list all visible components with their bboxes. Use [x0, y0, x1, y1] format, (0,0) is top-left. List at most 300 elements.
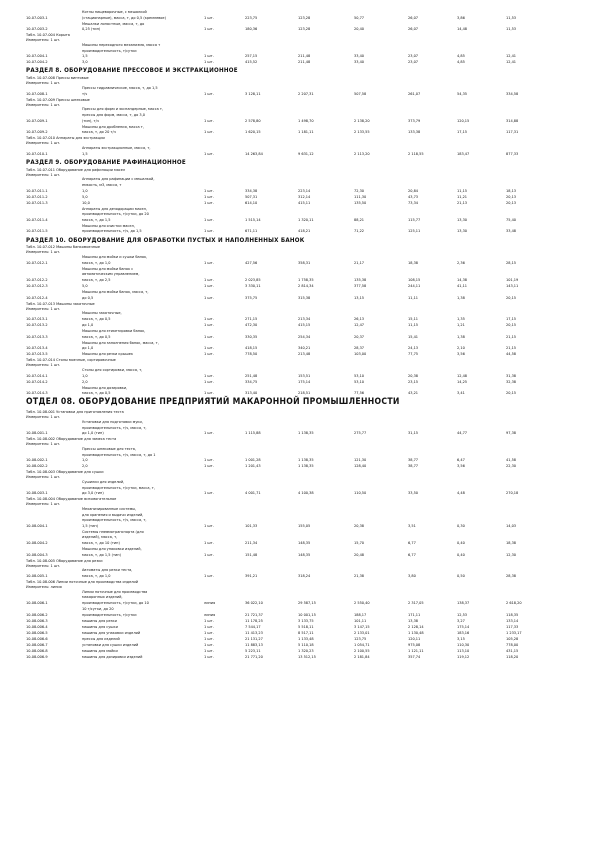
- row-code: 10-07-014-3: [26, 390, 48, 396]
- row-value-3: 110,50: [354, 490, 367, 496]
- row-unit: 1 шт.: [204, 199, 214, 205]
- row-unit: 1 шт.: [204, 90, 214, 96]
- row-description: производительность, т/сутки, до 10: [82, 600, 149, 605]
- row-value-6: 20,13: [506, 193, 517, 199]
- row-value-5: 0,40: [457, 540, 465, 545]
- row-description: Машины для упаковки изделий,: [82, 546, 142, 551]
- row-code: 10-08-006-7: [26, 641, 48, 647]
- table-caption-text: Измеритель: 1 шт.: [26, 501, 61, 507]
- row-value-3: 3 147,15: [354, 623, 370, 629]
- row-value-4: 108,15: [408, 277, 421, 282]
- row-value-3: 2 133,55: [354, 129, 370, 135]
- row-unit: линия: [204, 611, 216, 617]
- row-code: 10-07-012-1: [26, 259, 48, 265]
- row-value-4: 23,07: [408, 53, 419, 59]
- row-value-1: 391,21: [245, 573, 258, 578]
- row-value-4: 11,11: [408, 294, 419, 300]
- row-value-2: 1 138,35: [298, 430, 314, 436]
- row-value-6: 11,53: [506, 26, 517, 32]
- row-value-4: 2 128,14: [408, 623, 424, 629]
- row-description: Машины закаточные,: [82, 310, 122, 316]
- row-value-1: 211,34: [245, 540, 258, 545]
- row-value-2: 123,28: [298, 14, 311, 20]
- row-code: 10-07-009-1: [26, 117, 48, 123]
- row-unit: 1 шт.: [204, 187, 214, 193]
- row-code: 10-07-012-3: [26, 283, 48, 288]
- row-value-6: 117,33: [506, 623, 519, 629]
- row-unit: 1 шт.: [204, 26, 214, 32]
- row-value-4: 24,13: [408, 345, 419, 351]
- row-value-1: 418,15: [245, 345, 258, 351]
- row-value-5: 3,86: [457, 14, 465, 20]
- table-caption-text: Табл. 10-08-004 Оборудование вспомогательное: [26, 496, 117, 502]
- row-unit: 1 шт.: [204, 345, 214, 351]
- row-value-2: 155,05: [298, 522, 311, 528]
- row-value-3: 20,37: [354, 333, 365, 339]
- row-value-3: 15,70: [354, 540, 365, 545]
- row-value-5: 13,30: [457, 216, 468, 222]
- row-value-2: 123,28: [298, 26, 311, 32]
- row-value-5: 2,10: [457, 345, 465, 351]
- row-value-2: 1 320,23: [298, 647, 314, 653]
- row-value-3: 50,77: [354, 14, 365, 20]
- row-code: 10-07-012-4: [26, 294, 48, 300]
- row-value-2: 1 498,70: [298, 117, 314, 123]
- row-description: Машины для заполнения банок, масса, т,: [82, 339, 159, 345]
- row-value-1: 1 201,43: [245, 463, 261, 469]
- row-description: т/ч: [82, 90, 88, 96]
- row-unit: 1 шт.: [204, 14, 214, 20]
- row-value-2: 312,14: [298, 193, 311, 199]
- row-description: до 1,0 (тип): [82, 430, 104, 436]
- row-description: прессы для форм, масса, т, до 3,0: [82, 112, 145, 117]
- row-code: 10-08-004-1: [26, 522, 48, 528]
- row-value-6: 20,15: [506, 390, 517, 396]
- row-value-4: 6,77: [408, 551, 416, 557]
- row-value-1: 36 022,10: [245, 600, 263, 605]
- section-heading-text: РАЗДЕЛ 9. ОБОРУДОВАНИЕ РАФИНАЦИОННОЕ: [26, 158, 186, 166]
- row-value-4: 13,38: [408, 617, 419, 623]
- row-value-1: 334,75: [245, 378, 258, 384]
- row-value-5: 13,30: [457, 228, 468, 234]
- section-heading-text: РАЗДЕЛ 10. ОБОРУДОВАНИЕ ДЛЯ ОБРАБОТКИ ПУСТЫХ И НАПОЛНЕННЫХ БАНОК: [26, 236, 305, 244]
- row-code: 10-07-013-1: [26, 316, 48, 321]
- row-value-1: 671,11: [245, 228, 258, 234]
- row-description: Машины для дробления, масса т,: [82, 123, 144, 129]
- row-description: производительность, т/сутки: [82, 47, 137, 53]
- row-code: 10-08-006-6: [26, 635, 48, 641]
- table-caption-text: Измеритель: 1 шт.: [26, 362, 61, 368]
- row-description: производительность, т/сутки, масса, т,: [82, 484, 155, 490]
- row-description: Прессы для форм и экспандерные, масса т,: [82, 106, 164, 112]
- row-value-4: 18,38: [408, 259, 419, 265]
- row-code: 10-08-004-3: [26, 551, 48, 557]
- row-value-2: 223,14: [298, 187, 311, 193]
- row-value-4: 3,51: [408, 522, 416, 528]
- row-value-1: 5 223,11: [245, 647, 261, 653]
- row-value-2: 254,34: [298, 333, 311, 339]
- row-value-3: 2 550,40: [354, 600, 370, 605]
- row-code: 10-08-005-1: [26, 573, 48, 578]
- row-unit: 1 шт.: [204, 573, 214, 578]
- row-description: масса, т, до 20 т/ч: [82, 129, 116, 135]
- row-value-5: 6,47: [457, 457, 465, 463]
- row-description: (стационарные), масса, т, до 0,5 (кремлевое): [82, 14, 166, 20]
- row-unit: 1 шт.: [204, 457, 214, 463]
- row-description: Автоматы для резки теста,: [82, 567, 133, 573]
- row-value-5: 3,15: [457, 635, 465, 641]
- table-caption-text: Табл. 10-08-005 Оборудование для резки: [26, 557, 103, 563]
- row-unit: 1 шт.: [204, 617, 214, 623]
- row-value-6: 778,00: [506, 641, 519, 647]
- table-caption-text: Измеритель: 1 шт.: [26, 305, 61, 311]
- row-value-5: 3,56: [457, 351, 465, 357]
- row-value-6: 20,13: [506, 199, 517, 205]
- row-value-2: 218,51: [298, 390, 311, 396]
- row-value-2: 418,21: [298, 228, 311, 234]
- table-caption-text: Табл. 10-07-009 Прессы шнековые: [26, 96, 90, 102]
- table-caption-text: Табл. 10-07-008 Прессы винтовые: [26, 75, 89, 81]
- row-value-1: 415,52: [245, 59, 258, 65]
- table-caption-text: Измеритель: 1 шт.: [26, 37, 61, 43]
- row-value-5: 4,48: [457, 490, 465, 496]
- row-value-6: 21,15: [506, 333, 517, 339]
- row-unit: 1 шт.: [204, 277, 214, 282]
- table-caption-text: Измеритель: 1 шт.: [26, 249, 61, 255]
- table-caption-text: Измеритель: 1 шт.: [26, 171, 61, 177]
- row-code: 10-08-006-5: [26, 629, 48, 635]
- row-description: производительность, т/ч, масса, т, до 1: [82, 451, 156, 457]
- row-description: для хранения и выдачи изделий,: [82, 511, 144, 517]
- row-value-1: 330,35: [245, 333, 258, 339]
- row-value-5: 1,21: [457, 322, 465, 327]
- row-value-2: 1 758,35: [298, 277, 314, 282]
- row-value-4: 261,07: [408, 90, 421, 96]
- row-description: 1,5: [82, 53, 88, 59]
- row-code: 10-08-006-9: [26, 653, 48, 659]
- row-value-1: 271,15: [245, 316, 258, 321]
- department-heading-text: ОТДЕЛ 08. ОБОРУДОВАНИЕ ПРЕДПРИЯТИЙ МАКАРОННОЙ ПРОМЫШЛЕННОСТИ: [26, 397, 400, 408]
- row-code: 10-07-011-4: [26, 216, 48, 222]
- row-value-4: 171,11: [408, 611, 421, 617]
- row-unit: 1 шт.: [204, 522, 214, 528]
- row-value-1: 21 131,27: [245, 635, 263, 641]
- row-description: до 1,0: [82, 322, 94, 327]
- row-value-1: 1 620,15: [245, 129, 261, 135]
- row-value-5: 183,47: [457, 150, 470, 156]
- row-value-6: 28,15: [506, 259, 517, 265]
- row-value-1: 11 413,23: [245, 629, 263, 635]
- row-value-3: 21,38: [354, 573, 365, 578]
- row-value-4: 357,74: [408, 653, 421, 659]
- row-value-5: 4,85: [457, 53, 465, 59]
- row-value-3: 72,30: [354, 187, 365, 193]
- row-value-4: 3,80: [408, 573, 416, 578]
- row-value-1: 614,10: [245, 199, 258, 205]
- row-code: 10-08-004-2: [26, 540, 48, 545]
- row-value-1: 1 515,14: [245, 216, 261, 222]
- table-caption-text: Измеритель: линия: [26, 583, 62, 589]
- row-unit: 1 шт.: [204, 390, 214, 396]
- row-value-3: 123,75: [354, 635, 367, 641]
- row-description: машины для дозировки изделий: [82, 653, 143, 659]
- row-description: макаронных изделий,: [82, 594, 123, 600]
- row-unit: 1 шт.: [204, 216, 214, 222]
- row-value-6: 32,38: [506, 378, 517, 384]
- row-code: 10-07-011-1: [26, 187, 48, 193]
- row-unit: 1 шт.: [204, 635, 214, 641]
- row-code: 10-07-013-2: [26, 322, 48, 327]
- row-description: масса, т, до 1,0: [82, 573, 111, 578]
- row-value-5: 11,21: [457, 193, 468, 199]
- row-value-1: 472,30: [245, 322, 258, 327]
- row-value-6: 1 233,17: [506, 629, 522, 635]
- row-description: машины для резки: [82, 617, 117, 623]
- row-value-3: 377,58: [354, 283, 367, 288]
- row-unit: 1 шт.: [204, 283, 214, 288]
- row-value-6: 12,41: [506, 59, 517, 65]
- row-description: 10,0: [82, 199, 90, 205]
- table-caption-text: Табл. 10-08-001 Установки для приготовления теста: [26, 409, 124, 415]
- row-description: Машины переходного механизма, масса т: [82, 42, 161, 47]
- row-value-5: 120,15: [457, 117, 470, 123]
- row-value-1: 3 128,11: [245, 90, 261, 96]
- row-description: 5,0: [82, 283, 88, 288]
- row-value-5: 110,30: [457, 641, 470, 647]
- row-value-2: 2 814,34: [298, 283, 314, 288]
- row-description: Мешалки лопастные, масса, т, до: [82, 20, 145, 26]
- row-value-5: 1,38: [457, 294, 465, 300]
- row-value-2: 415,11: [298, 199, 311, 205]
- row-value-6: 17,15: [506, 316, 517, 321]
- row-value-4: 6,77: [408, 540, 416, 545]
- row-description: прессы для изделий: [82, 635, 120, 641]
- row-value-6: 334,58: [506, 90, 519, 96]
- row-value-6: 314,88: [506, 117, 519, 123]
- row-value-2: 8 517,11: [298, 629, 314, 635]
- row-value-2: 211,48: [298, 53, 311, 59]
- row-value-3: 33,40: [354, 53, 365, 59]
- row-code: 10-07-013-4: [26, 345, 48, 351]
- row-code: 10-08-006-8: [26, 647, 48, 653]
- row-description: (тип), т/ч: [82, 117, 99, 123]
- row-description: масса, т, до 1,5 (тип): [82, 551, 121, 557]
- row-description: производительность, т/ч, масса, т,: [82, 424, 147, 430]
- row-value-5: 12,53: [457, 611, 468, 617]
- row-description: до 1,0: [82, 345, 94, 351]
- row-value-1: 7 544,17: [245, 623, 261, 629]
- row-value-5: 119,12: [457, 653, 470, 659]
- table-caption-text: Измеритель: 1 шт.: [26, 474, 61, 480]
- row-description: 0,25 (тип): [82, 26, 101, 32]
- row-description: Прессы шнековые для теста,: [82, 446, 137, 451]
- row-value-3: 101,11: [354, 617, 367, 623]
- table-caption-text: Табл. 10-08-002 Оборудование для замеса теста: [26, 436, 117, 442]
- row-description: производительность, т/ч, масса, т,: [82, 517, 147, 523]
- row-description: 1,5: [82, 150, 88, 156]
- row-value-3: 103,00: [354, 351, 367, 357]
- row-value-6: 877,33: [506, 150, 519, 156]
- row-value-3: 507,58: [354, 90, 367, 96]
- row-value-5: 21,13: [457, 199, 468, 205]
- row-description: 1,0: [82, 187, 88, 193]
- row-description: Прессы гидравлические, масса, т, до 1,5: [82, 85, 158, 90]
- row-code: 10-08-002-1: [26, 457, 48, 463]
- row-value-5: 175,14: [457, 623, 470, 629]
- row-value-4: 133,38: [408, 129, 421, 135]
- row-value-5: 0,50: [457, 573, 465, 578]
- row-description: 5,0: [82, 193, 88, 199]
- row-code: 10-07-014-1: [26, 372, 48, 378]
- row-value-1: 778,50: [245, 351, 258, 357]
- row-unit: 1 шт.: [204, 351, 214, 357]
- row-value-2: 315,38: [298, 294, 311, 300]
- table-caption-text: Измеритель: 1 шт.: [26, 562, 61, 568]
- row-value-6: 2 618,20: [506, 600, 522, 605]
- row-value-6: 21,15: [506, 345, 517, 351]
- row-unit: линия: [204, 600, 216, 605]
- row-description: Аппараты для рафинации с мешалкой,: [82, 176, 155, 182]
- row-code: 10-07-008-1: [26, 90, 48, 96]
- row-value-3: 111,30: [354, 193, 367, 199]
- row-code: 10-07-010-1: [26, 150, 48, 156]
- row-description: 2,0: [82, 378, 88, 384]
- row-code: 10-07-012-2: [26, 277, 48, 282]
- row-value-4: 43,73: [408, 193, 419, 199]
- row-value-3: 77,56: [354, 390, 365, 396]
- row-value-6: 105,28: [506, 635, 519, 641]
- row-description: 3,0: [82, 59, 88, 65]
- row-value-6: 20,15: [506, 322, 517, 327]
- row-code: 10-07-003-2: [26, 26, 48, 32]
- row-unit: 1 шт.: [204, 294, 214, 300]
- row-value-6: 118,20: [506, 653, 519, 659]
- row-value-3: 20,38: [354, 522, 365, 528]
- row-value-2: 1 133,48: [298, 635, 314, 641]
- row-code: 10-08-006-4: [26, 623, 48, 629]
- row-value-4: 373,79: [408, 117, 421, 123]
- row-code: 10-07-011-2: [26, 193, 48, 199]
- row-description: 1,0: [82, 372, 88, 378]
- row-value-3: 188,17: [354, 611, 367, 617]
- table-caption-text: Табл. 10-07-013 Машины закаточные: [26, 300, 95, 306]
- row-unit: 1 шт.: [204, 316, 214, 321]
- row-value-2: 9 631,12: [298, 150, 314, 156]
- row-value-5: 3,27: [457, 617, 465, 623]
- row-code: 10-07-013-3: [26, 333, 48, 339]
- row-value-6: 14,03: [506, 522, 517, 528]
- table-caption-text: Табл. 10-08-003 Оборудование для сушки: [26, 469, 104, 475]
- table-caption-text: Табл. 10-07-004 Корыта: [26, 32, 70, 38]
- row-value-2: 211,48: [298, 59, 311, 65]
- row-value-2: 358,31: [298, 259, 311, 265]
- row-value-6: 44,58: [506, 351, 517, 357]
- row-value-4: 120,11: [408, 635, 421, 641]
- row-value-5: 2,36: [457, 259, 465, 265]
- row-description: 1,0: [82, 457, 88, 463]
- row-code: 10-08-002-2: [26, 463, 48, 469]
- row-value-2: 153,51: [298, 372, 311, 378]
- row-value-2: 318,24: [298, 573, 311, 578]
- row-value-2: 1 138,35: [298, 463, 314, 469]
- row-value-2: 148,35: [298, 540, 311, 545]
- row-value-1: 257,15: [245, 53, 258, 59]
- row-value-3: 20,40: [354, 26, 365, 32]
- row-value-3: 20,48: [354, 551, 365, 557]
- row-value-5: 183,16: [457, 629, 470, 635]
- row-unit: 1 шт.: [204, 193, 214, 199]
- row-value-3: 13,15: [354, 294, 365, 300]
- row-value-4: 15,41: [408, 333, 419, 339]
- row-description: производительность, т/ч, до 1,5: [82, 228, 142, 234]
- row-value-6: 18,38: [506, 540, 517, 545]
- row-value-2: 2 207,31: [298, 90, 314, 96]
- row-value-5: 0,30: [457, 522, 465, 528]
- row-value-6: 133,14: [506, 617, 519, 623]
- section-heading-text: РАЗДЕЛ 8. ОБОРУДОВАНИЕ ПРЕССОВОЕ И ЭКСТРАКЦИОННОЕ: [26, 67, 238, 75]
- row-value-1: 3 330,11: [245, 283, 261, 288]
- row-description: Машины для мойки банок с: [82, 265, 134, 271]
- row-value-2: 3 133,75: [298, 617, 314, 623]
- row-value-2: 29 587,15: [298, 600, 316, 605]
- row-value-1: 21 721,37: [245, 611, 263, 617]
- row-value-6: 41,58: [506, 457, 517, 463]
- row-value-6: 117,31: [506, 129, 519, 135]
- row-unit: 1 шт.: [204, 129, 214, 135]
- row-value-3: 71,22: [354, 228, 365, 234]
- row-value-5: 1,35: [457, 316, 465, 321]
- row-value-3: 33,40: [354, 59, 365, 65]
- row-description: машины для мойки: [82, 647, 118, 653]
- row-value-4: 11,15: [408, 322, 419, 327]
- row-unit: 1 шт.: [204, 372, 214, 378]
- row-unit: 1 шт.: [204, 378, 214, 384]
- row-value-1: 151,48: [245, 551, 258, 557]
- row-value-4: 26,07: [408, 26, 419, 32]
- row-value-4: 31,15: [408, 430, 419, 436]
- row-description: Линии поточные для производства: [82, 588, 148, 594]
- row-description: Установки для подготовки муки,: [82, 419, 143, 424]
- row-value-4: 20,84: [408, 187, 419, 193]
- row-value-1: 375,75: [245, 294, 258, 300]
- row-unit: 1 шт.: [204, 551, 214, 557]
- row-value-4: 26,07: [408, 14, 419, 20]
- row-value-6: 75,40: [506, 216, 517, 222]
- row-value-5: 138,37: [457, 600, 470, 605]
- row-value-3: 12,47: [354, 322, 365, 327]
- row-value-6: 12,30: [506, 551, 517, 557]
- row-unit: 1 шт.: [204, 59, 214, 65]
- table-caption-text: Измеритель: 1 шт.: [26, 414, 61, 420]
- row-value-3: 128,40: [354, 463, 367, 469]
- table-caption-text: Табл. 10-07-011 Оборудование для рафинации масел: [26, 166, 126, 172]
- row-value-1: 11 178,25: [245, 617, 263, 623]
- row-value-5: 12,48: [457, 372, 468, 378]
- row-description: масса, т, до 0,5: [82, 390, 111, 396]
- row-value-4: 1 130,48: [408, 629, 424, 635]
- row-description: Аппараты для дезодорации масел,: [82, 205, 148, 211]
- row-value-4: 975,08: [408, 641, 421, 647]
- row-code: 10-07-013-5: [26, 351, 48, 357]
- row-code: 10-07-003-1: [26, 14, 48, 20]
- row-description: автоматическим управлением,: [82, 271, 140, 277]
- row-value-5: 113,10: [457, 647, 470, 653]
- row-value-1: 11 883,13: [245, 641, 263, 647]
- row-code: 10-07-009-2: [26, 129, 48, 135]
- row-value-3: 2 181,84: [354, 653, 370, 659]
- row-description: 10 т/сутки, до 20: [82, 606, 114, 611]
- row-unit: 1 шт.: [204, 117, 214, 123]
